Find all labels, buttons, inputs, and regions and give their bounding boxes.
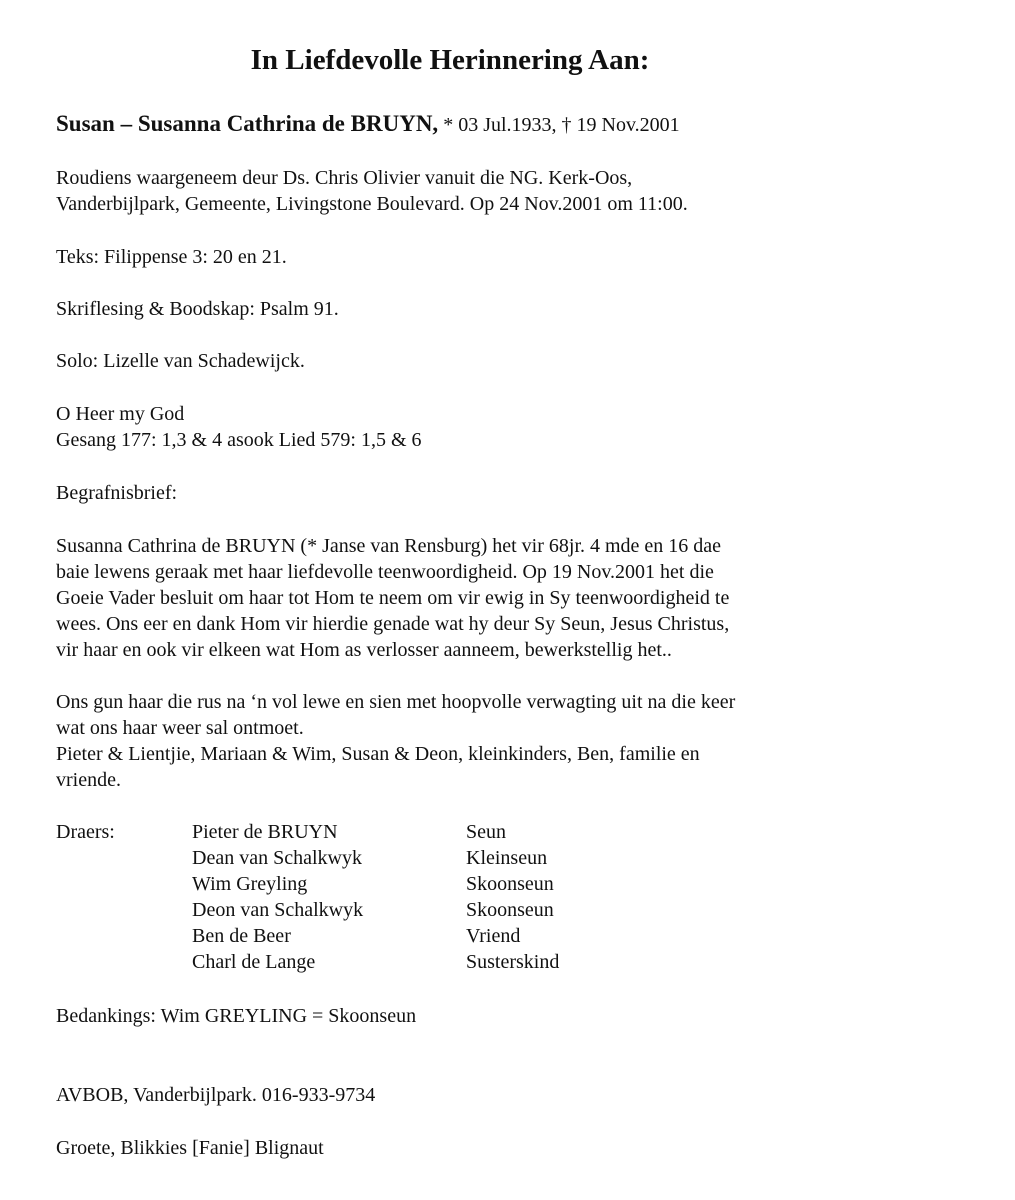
life-dates: * 03 Jul.1933, † 19 Nov.2001: [438, 114, 680, 136]
pallbearer-name: Pieter de BRUYN: [192, 821, 338, 843]
letter-p2-line: Pieter & Lientjie, Mariaan & Wim, Susan & Deon, kleinkinders, Ben, familie en: [56, 743, 700, 765]
solo-section: [56, 348, 886, 374]
thanks-section: [56, 1003, 886, 1029]
pallbearer-name: Charl de Lange: [192, 951, 316, 973]
closing-greeting: [56, 1135, 886, 1161]
hymn-line-1: O Heer my God: [56, 403, 185, 425]
deceased-name: Susan – Susanna Cathrina de BRUYN,: [56, 111, 439, 136]
hymn-section: [56, 401, 886, 453]
letter-heading-text: Begrafnisbrief:: [56, 482, 178, 504]
hymn-line-2: Gesang 177: 1,3 & 4 asook Lied 579: 1,5 & 6: [56, 429, 422, 451]
pallbearer-relation: Seun: [466, 821, 506, 843]
pallbearer-name: Deon van Schalkwyk: [192, 899, 364, 921]
pallbearer-name: Ben de Beer: [192, 925, 291, 947]
pallbearer-relation: Skoonseun: [466, 899, 554, 921]
solo-line: Solo: Lizelle van Schadewijck.: [56, 350, 305, 372]
pallbearer-relation: Skoonseun: [466, 873, 554, 895]
avbob-line: AVBOB, Vanderbijlpark. 016-933-9734: [56, 1084, 376, 1106]
letter-p2-line: Ons gun haar die rus na ‘n vol lewe en sien met hoopvolle verwagting uit na die keer: [56, 691, 736, 713]
teks-line: Teks: Filippense 3: 20 en 21.: [56, 246, 287, 268]
letter-heading: [56, 480, 886, 506]
letter-paragraph-1: [56, 533, 886, 663]
table-row: [56, 897, 756, 923]
reading-message: [56, 296, 886, 322]
letter-p1-line: baie lewens geraak met haar liefdevolle teenwoordigheid. Op 19 Nov.2001 het die: [56, 561, 714, 583]
service-line-1: Roudiens waargeneem deur Ds. Chris Olivier vanuit die NG. Kerk-Oos,: [56, 167, 633, 189]
pallbearer-relation: Susterskind: [466, 951, 560, 973]
groete-line: Groete, Blikkies [Fanie] Blignaut: [56, 1137, 324, 1159]
pallbearer-relation: Kleinseun: [466, 847, 548, 869]
letter-p1-line: vir haar en ook vir elkeen wat Hom as verlosser aanneem, bewerkstellig het..: [56, 639, 672, 661]
pallbearer-name: Dean van Schalkwyk: [192, 847, 362, 869]
table-row: [56, 845, 756, 871]
letter-p1-line: Susanna Cathrina de BRUYN (* Janse van Rensburg) het vir 68jr. 4 mde en 16 dae: [56, 535, 722, 557]
letter-p2-line: vriende.: [56, 769, 121, 791]
table-row: [56, 819, 756, 845]
letter-p1-line: Goeie Vader besluit om haar tot Hom te neem om vir ewig in Sy teenwoordigheid te: [56, 587, 730, 609]
deceased-name-line: [56, 111, 680, 138]
table-row: [56, 871, 756, 897]
pallbearer-name: Wim Greyling: [192, 873, 308, 895]
title-text: In Liefdevolle Herinnering Aan:: [250, 44, 650, 76]
pallbearers-table: [56, 819, 756, 975]
table-row: [56, 923, 756, 949]
funeral-home: [56, 1082, 886, 1108]
bedankings-line: Bedankings: Wim GREYLING = Skoonseun: [56, 1005, 417, 1027]
skriflesing-line: Skriflesing & Boodskap: Psalm 91.: [56, 298, 339, 320]
letter-paragraph-2: [56, 689, 886, 793]
letter-p1-line: wees. Ons eer en dank Hom vir hierdie genade wat hy deur Sy Seun, Jesus Christus,: [56, 613, 730, 635]
service-details: [56, 165, 886, 217]
page-title: [0, 40, 900, 80]
pallbearers-label: Draers:: [56, 821, 115, 843]
table-row: [56, 949, 756, 975]
letter-p2-line: wat ons haar weer sal ontmoet.: [56, 717, 304, 739]
scripture-text: [56, 244, 886, 270]
pallbearer-relation: Vriend: [466, 925, 521, 947]
service-line-2: Vanderbijlpark, Gemeente, Livingstone Boulevard. Op 24 Nov.2001 om 11:00.: [56, 193, 688, 215]
